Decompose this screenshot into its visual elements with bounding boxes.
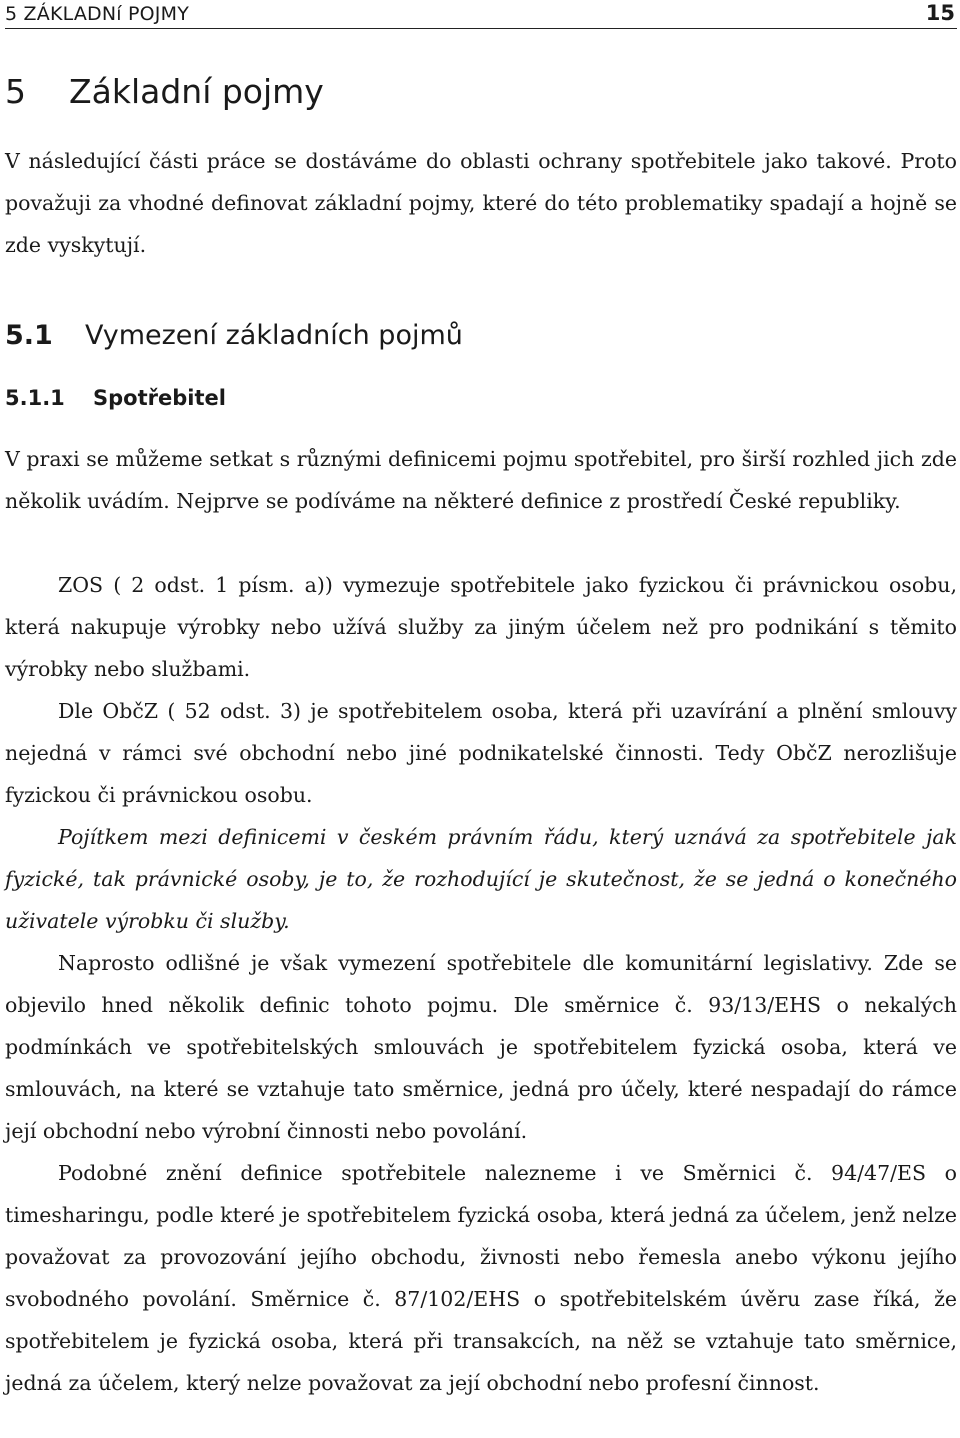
paragraph: ZOS ( 2 odst. 1 písm. a)) vymezuje spotřebitele jako fyzickou či právnickou osobu, která nakupuje výrobky nebo užívá služby za jiným účelem než pro podnikání s těmito výrobky nebo službami. xyxy=(5,573,957,681)
paragraph: Naprosto odlišné je však vymezení spotřebitele dle komunitární legislativy. Zde se objevilo hned několik definic tohoto pojmu. Dle směrnice č. 93/13/EHS o nekalých podmínkách ve spotřebitelských smlouvách je spotřebitelem fyzická osoba, která ve smlouvách, na které se vztahuje tato směrnice, jedná pro účely, které nespadají do rámce její obchodní nebo výrobní činnosti nebo povolání. xyxy=(5,951,957,1143)
running-header-section: 5 ZÁKLADNí POJMY xyxy=(5,3,189,25)
chapter-title: Základní pojmy xyxy=(69,72,324,111)
paragraph-italic: Pojítkem mezi definicemi v českém právním řádu, který uznává za spotřebitele jak fyzické, tak právnické osoby, je to, že rozhodující je skutečnost, že se jedná o konečného uživatele výrobku či služby. xyxy=(5,825,957,933)
page-number: 15 xyxy=(925,1,955,25)
section-number: 5.1 xyxy=(5,320,53,351)
running-header xyxy=(5,2,957,29)
intro-paragraph: V následující části práce se dostáváme do oblasti ochrany spotřebitele jako takové. Proto považuji za vhodné definovat základní pojmy, které do této problematiky spadají a hojně se zde vyskytují. xyxy=(5,149,957,257)
paragraph: Dle ObčZ ( 52 odst. 3) je spotřebitelem osoba, která při uzavírání a plnění smlouvy nejedná v rámci své obchodní nebo jiné podnikatelské činnosti. Tedy ObčZ nerozlišuje fyzickou či právnickou osobu. xyxy=(5,699,957,807)
chapter-number: 5 xyxy=(5,72,26,111)
subsection-title: Spotřebitel xyxy=(93,386,226,410)
section-title: Vymezení základních pojmů xyxy=(85,320,463,351)
subsection-number: 5.1.1 xyxy=(5,386,65,410)
paragraph: Podobné znění definice spotřebitele nalezneme i ve Směrnici č. 94/47/ES o timesharingu, podle které je spotřebitelem fyzická osoba, která jedná za účelem, jenž nelze považovat za provozování jejího obchodu, živnosti nebo řemesla anebo výkonu jejího svobodného povolání. Směrnice č. 87/102/EHS o spotřebitelském úvěru zase říká, že spotřebitelem je fyzická osoba, která při transakcích, na něž se vztahuje tato směrnice, jedná za účelem, který nelze považovat za její obchodní nebo profesní činnost. xyxy=(5,1161,957,1395)
section-heading xyxy=(5,318,463,354)
chapter-heading xyxy=(5,70,324,114)
paragraph: V praxi se můžeme setkat s různými definicemi pojmu spotřebitel, pro širší rozhled jich zde několik uvádím. Nejprve se podíváme na některé definice z prostředí České republiky. xyxy=(5,447,957,513)
subsection-heading xyxy=(5,383,226,413)
